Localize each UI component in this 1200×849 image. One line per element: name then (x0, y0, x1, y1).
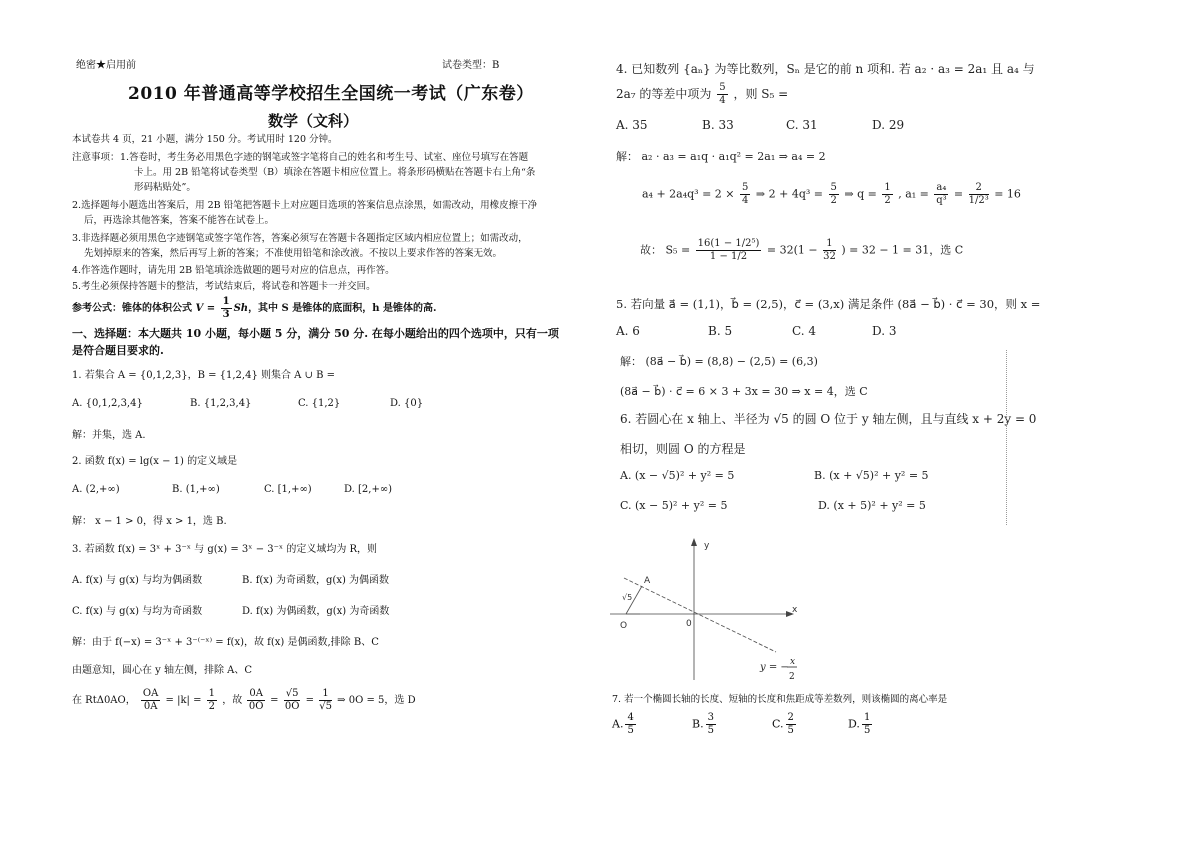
q5-option-c: C. 4 (792, 324, 817, 338)
q4-sol3-frac-2 (823, 238, 836, 263)
q1-option-b: B. {1,2,3,4} (190, 398, 252, 409)
q2-option-a: A. (2,+∞) (72, 484, 120, 495)
q1-solution: 解：并集，选 A. (72, 430, 146, 441)
q4-sol2-mid: ⇒ 2 + 4q³ = (755, 187, 823, 201)
q1-stem: 1. 若集合 A = {0,1,2,3}，B = {1,2,4} 则集合 A ∪ B = (72, 370, 336, 381)
q1-option-d: D. {0} (390, 398, 424, 409)
q5-stem: 5. 若向量 a⃗ = (1,1)，b⃗ = (2,5)，c⃗ = (3,x) 满足条件 (8a⃗ − b⃗) · c⃗ = 30，则 x = (616, 297, 1041, 311)
q3-solution-2: 由题意知，圆心在 y 轴左侧，排除 A、C (72, 665, 253, 676)
q6-stem-1: 6. 若圆心在 x 轴上、半径为 √5 的圆 O 位于 y 轴左侧，且与直线 x + 2y = 0 (620, 412, 1037, 426)
q4-sol3-mid: = 32(1 − (766, 243, 818, 257)
q4-sol3-end: ) = 32 − 1 = 31，选 C (841, 243, 964, 257)
q5-option-a: A. 6 (616, 324, 640, 338)
q3-eq-2: = (305, 695, 315, 706)
q3-f4-num: √5 (285, 688, 299, 699)
q7-c-num: 2 (787, 712, 794, 723)
formula-desc: ，其中 S 是锥体的底面积，h 是锥体的高. (248, 303, 437, 314)
q4-s2f4-num: a₄ (936, 182, 947, 193)
q4-s2f3-den: 2 (884, 195, 891, 206)
q6-option-d: D. (x + 5)² + y² = 5 (818, 499, 926, 512)
secret-label: 绝密★启用前 (76, 60, 136, 71)
q5-solution-1: 解： (8a⃗ − b⃗) = (8,8) − (2,5) = (6,3) (620, 355, 818, 368)
q4-s2f3-num: 1 (884, 182, 891, 193)
q3-f1-num: OA (142, 688, 159, 699)
q7-d-pre: D. (848, 717, 860, 731)
q7-d-num: 1 (863, 712, 871, 723)
notes-label: 注意事项： (72, 152, 120, 163)
q7-a-num: 4 (627, 712, 634, 723)
q3-frac-4 (284, 688, 301, 713)
q3-frac-1 (141, 688, 160, 713)
q5-option-d: D. 3 (872, 324, 897, 338)
q7-c-den: 5 (787, 725, 794, 736)
q3-frac-2 (207, 688, 217, 713)
tangent-line (624, 578, 776, 652)
q4-s3f2-num: 1 (823, 238, 836, 251)
q3-f1-den: 0A (143, 701, 158, 712)
q4-stem2-post: ，则 S₅ = (733, 87, 789, 101)
q4-sol2-end: = 16 (994, 187, 1021, 201)
q4-s2f2-num: 5 (830, 182, 837, 193)
note-1a: 1.答卷时，考生务必用黑色字迹的钢笔或签字笔将自己的姓名和考生号、试室、座位号填写在答题 (120, 152, 529, 163)
q7-d-frac (862, 712, 872, 737)
point-a-label: A (644, 576, 651, 586)
q7-a-frac (625, 712, 635, 737)
q4-solution-2: a₄ + 2a₄q³ = 2 × $\frac{5}{4}$ ⇒ 2 + 4q³ = $\frac{5}{2}$ ⇒ q = $\frac{1}{2}$ , a₁ = $\frac{\text{a₄}}{\text{q³}}$ = $\frac{2}{\text{1/2³}}$ = 16 (642, 182, 1021, 206)
q4-option-d: D. 29 (872, 118, 905, 132)
intro-text: 本试卷共 4 页，21 小题，满分 150 分。考试用时 120 分钟。 (72, 134, 338, 145)
q4-s2f1-num: 5 (742, 182, 749, 193)
q4-stem-f-num: 5 (719, 82, 726, 93)
q3-frac-5 (319, 688, 332, 713)
q2-solution: 解： x − 1 > 0，得 x > 1，选 B. (72, 516, 227, 527)
q7-c-frac (786, 712, 796, 737)
q7-d-den: 5 (863, 725, 871, 736)
q4-s2f1-den: 4 (742, 195, 749, 206)
q4-s2f4-den: q³ (936, 195, 947, 206)
note-1b: 卡上。用 2B 铅笔将试卷类型（B）填涂在答题卡相应位置上。将条形码横贴在答题卡右上角“条 (134, 167, 536, 178)
q6-option-a: A. (x − √5)² + y² = 5 (620, 469, 735, 482)
q3-sol3-end: ⇒ 0O = 5，选 D (337, 695, 416, 706)
q3-sol3-pre: 在 RtΔ0AO， (72, 695, 136, 706)
q4-sol2-frac-4 (934, 182, 948, 207)
q4-sol3-frac-1 (696, 238, 762, 263)
q4-s3f1-num: 16(1 − 1/2⁵) (697, 238, 760, 249)
note-2a: 2.选择题每小题选出答案后，用 2B 铅笔把答题卡上对应题目选项的答案信息点涂黑，如需改动，用橡皮擦干净 (72, 200, 538, 211)
q7-stem: 7. 若一个椭圆长轴的长度、短轴的长度和焦距成等差数列，则该椭圆的离心率是 (612, 694, 948, 705)
q4-sol2-mid2: ⇒ q = (844, 187, 877, 201)
q3-f3-den: 0O (248, 701, 264, 712)
q3-option-b: B. f(x) 为奇函数，g(x) 为偶函数 (242, 575, 390, 586)
radius-label: √5 (622, 593, 633, 602)
q3-option-d: D. f(x) 为偶函数，g(x) 为奇函数 (242, 606, 390, 617)
q3-f4-den: 0O (284, 701, 300, 712)
page-title: 2010 年普通高等学校招生全国统一考试（广东卷） (128, 84, 534, 104)
note-3a: 3.非选择题必须用黑色字迹钢笔或签字笔作答，答案必须写在答题卡各题指定区域内相应位置上；如需改动， (72, 233, 528, 244)
q4-s2f2-den: 2 (830, 195, 837, 206)
q7-b-pre: B. (692, 717, 704, 731)
q3-f3-num: 0A (249, 688, 263, 699)
q3-f5-num: 1 (319, 688, 332, 701)
q4-stem-frac (717, 82, 727, 107)
x-axis-label: x (792, 605, 798, 615)
y-axis-arrow (691, 538, 697, 546)
note-2b: 后，再选涂其他答案，答案不能答在试卷上。 (84, 215, 275, 226)
q7-option-a (612, 712, 638, 737)
q4-sol2-frac-5 (969, 182, 989, 207)
q3-option-c: C. f(x) 与 g(x) 与均为奇函数 (72, 606, 203, 617)
q4-sol3-pre: 故： S₅ = (640, 243, 691, 257)
formula-num: 1 (222, 296, 230, 307)
q4-solution-1: 解： a₂ · a₃ = a₁q · a₁q² = 2a₁ ⇒ a₄ = 2 (616, 150, 826, 163)
q7-a-pre: A. (612, 717, 624, 731)
q4-sol2-frac-2 (829, 182, 839, 207)
q3-eq-1: = (270, 695, 279, 706)
q3-option-a: A. f(x) 与 g(x) 与均为偶函数 (72, 575, 203, 586)
section-heading-1: 一、选择题：本大题共 10 小题，每小题 5 分，满分 50 分. 在每小题给出的四个选项中，只有一项 (72, 327, 559, 340)
q1-option-c: C. {1,2} (298, 398, 341, 409)
q5-solution-2: (8a⃗ − b⃗) · c⃗ = 6 × 3 + 3x = 30 ⇒ x = 4，选 C (620, 385, 868, 398)
note-3b: 先划掉原来的答案，然后再写上新的答案；不准使用铅笔和涂改液。不按以上要求作答的答案无效。 (84, 248, 503, 259)
q7-b-num: 3 (707, 712, 714, 723)
formula-sh: Sh (233, 303, 249, 314)
q4-stem-2 (616, 82, 788, 107)
q2-option-c: C. [1,+∞) (264, 484, 312, 495)
q1-option-a: A. {0,1,2,3,4} (72, 398, 143, 409)
q4-sol2-frac-1 (740, 182, 750, 207)
q4-stem-f-den: 4 (719, 95, 726, 106)
q6-option-b: B. (x + √5)² + y² = 5 (814, 469, 929, 482)
q2-stem: 2. 函数 f(x) = lg(x − 1) 的定义域是 (72, 456, 238, 467)
line-eq-num: x (790, 657, 796, 667)
q3-solution-3 (72, 688, 416, 713)
scan-edge-line (1006, 350, 1007, 525)
q3-sol3-mid: = |k| = (165, 695, 202, 706)
q3-solution-1: 解：由于 f(−x) = 3⁻ˣ + 3⁻⁽⁻ˣ⁾ = f(x)，故 f(x) 是偶函数,排除 B、C (72, 637, 379, 648)
q3-f2-num: 1 (208, 688, 216, 699)
q7-option-d (848, 712, 874, 737)
origin-label: 0 (686, 619, 692, 629)
q4-sol2-frac-3 (882, 182, 892, 207)
formula-label: 参考公式：锥体的体积公式 (72, 303, 192, 314)
formula-v: V = (195, 303, 219, 314)
point-o-label: O (620, 621, 628, 631)
line-eq-label: y = − (760, 662, 789, 673)
formula-den: 3 (222, 309, 230, 320)
q4-stem-1: 4. 已知数列 {aₙ} 为等比数列，Sₙ 是它的前 n 项和. 若 a₂ · a₃ = 2a₁ 且 a₄ 与 (616, 62, 1035, 76)
q6-figure (600, 530, 810, 690)
page-subtitle: 数学（文科） (268, 112, 359, 130)
q4-option-a: A. 35 (616, 118, 648, 132)
q7-a-den: 5 (627, 725, 634, 736)
paper-type: 试卷类型：B (442, 60, 500, 71)
q4-stem2-pre: 2a₇ 的等差中项为 (616, 87, 712, 101)
q3-stem: 3. 若函数 f(x) = 3ˣ + 3⁻ˣ 与 g(x) = 3ˣ − 3⁻ˣ 的定义域均为 R，则 (72, 544, 378, 555)
line-eq-den: 2 (789, 672, 795, 682)
q3-f5-den: √5 (319, 701, 332, 712)
q7-option-b (692, 712, 718, 737)
q7-option-c (772, 712, 798, 737)
q4-s3f1-den: 1 − 1/2 (709, 251, 748, 262)
q3-f2-den: 2 (208, 701, 216, 712)
formula-fraction (221, 296, 232, 321)
q3-frac-3 (247, 688, 265, 713)
q4-s2f5-num: 2 (969, 182, 989, 195)
y-axis-label: y (704, 541, 710, 551)
note-1c: 形码粘贴处”。 (134, 182, 196, 193)
q7-b-frac (706, 712, 716, 737)
note-4: 4.作答选作题时，请先用 2B 铅笔填涂选做题的题号对应的信息点，再作答。 (72, 265, 395, 276)
q3-sol3-mid2: ，故 (222, 695, 243, 706)
q4-s3f2-den: 32 (823, 251, 836, 262)
q4-option-b: B. 33 (702, 118, 734, 132)
q7-b-den: 5 (707, 725, 714, 736)
section-heading-2: 是符合题目要求的. (72, 344, 164, 357)
q6-option-c: C. (x − 5)² + y² = 5 (620, 499, 728, 512)
q7-c-pre: C. (772, 717, 784, 731)
q4-option-c: C. 31 (786, 118, 818, 132)
q2-option-b: B. (1,+∞) (172, 484, 220, 495)
reference-formula (72, 296, 436, 321)
q4-sol2-mid3: , a₁ = (898, 187, 929, 201)
q4-solution-3 (640, 238, 963, 263)
q6-stem-2: 相切，则圆 O 的方程是 (620, 442, 746, 456)
q4-sol2-pre: a₄ + 2a₄q³ = 2 × (642, 187, 735, 201)
q2-option-d: D. [2,+∞) (344, 484, 393, 495)
note-5: 5.考生必须保持答题卡的整洁，考试结束后，将试卷和答题卡一并交回。 (72, 281, 376, 292)
q4-s2f5-den: 1/2³ (968, 195, 989, 206)
q5-option-b: B. 5 (708, 324, 733, 338)
